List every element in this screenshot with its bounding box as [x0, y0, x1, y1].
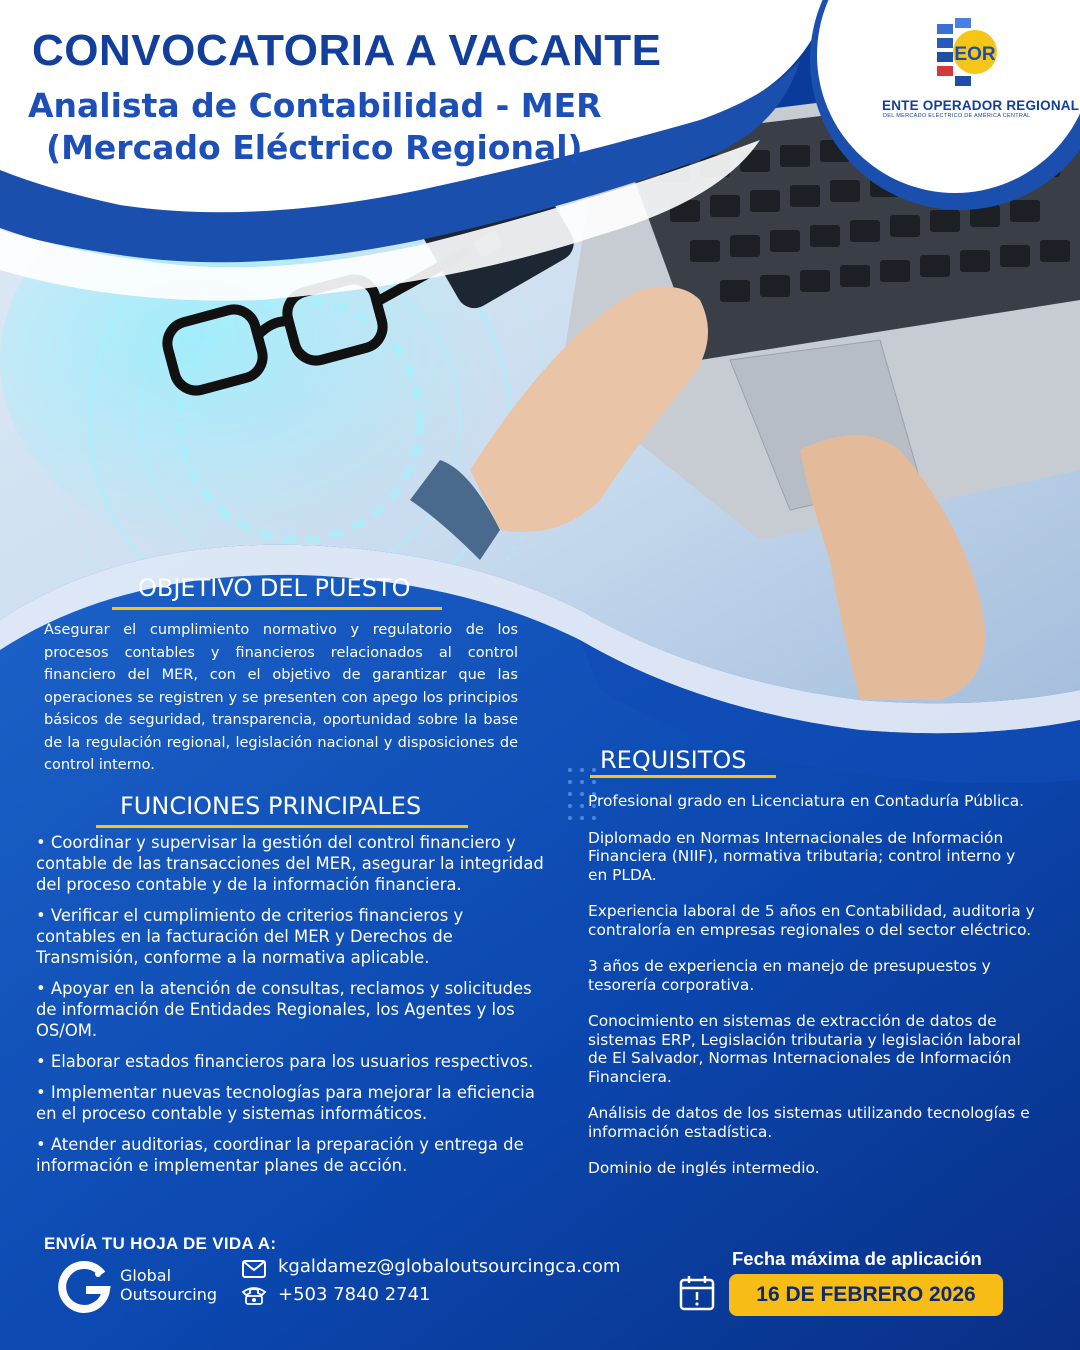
contact-phone[interactable]: +503 7840 2741 — [278, 1284, 431, 1305]
list-item: Experiencia laboral de 5 años en Contabilidad, auditoria y contraloría en empresas regionales o del sector eléctrico. — [588, 902, 1035, 939]
list-item: • Elaborar estados financieros para los usuarios respectivos. — [36, 1052, 534, 1071]
requisitos-underline — [590, 775, 776, 778]
objetivo-underline — [112, 607, 442, 610]
objetivo-text: Asegurar el cumplimiento normativo y regulatorio de los procesos contables y financieros relacionados al control financiero del MER, con el objetivo de garantizar que las operaciones se registren y se presenten con apego los principios básicos de seguridad, transparencia, oportunidad sobre la base de la regulación regional, legislación nacional y disposiciones de control interno. — [44, 622, 518, 773]
list-item: • Atender auditorias, coordinar la preparación y entrega de información e implementar planes de acción. — [36, 1135, 524, 1175]
phone-icon — [240, 1284, 268, 1306]
contact-email[interactable]: kgaldamez@globaloutsourcingca.com — [278, 1256, 621, 1277]
requisitos-heading: REQUISITOS — [600, 746, 747, 774]
logo-name: ENTE OPERADOR REGIONAL — [882, 98, 1080, 113]
list-item: Profesional grado en Licenciatura en Contaduría Pública. — [588, 792, 1025, 810]
list-item: Dominio de inglés intermedio. — [588, 1159, 820, 1177]
brand-name — [120, 1266, 217, 1304]
deadline-label: Fecha máxima de aplicación — [732, 1248, 982, 1269]
logo-tagline: DEL MERCADO ELÉCTRICO DE AMÉRICA CENTRAL — [883, 113, 1031, 119]
list-item: • Implementar nuevas tecnologías para mejorar la eficiencia en el proceso contable y sistemas informáticos. — [36, 1083, 535, 1123]
funciones-underline — [96, 825, 468, 828]
list-item: Análisis de datos de los sistemas utilizando tecnologías e información estadística. — [588, 1104, 1030, 1141]
global-outsourcing-logo-icon — [58, 1260, 112, 1314]
funciones-heading: FUNCIONES PRINCIPALES — [120, 792, 422, 820]
email-icon — [242, 1260, 266, 1278]
requisitos-list — [588, 792, 1038, 1196]
logo-mark: EOR — [954, 44, 996, 65]
job-title: Analista de Contabilidad - MER — [28, 86, 602, 125]
job-subtitle: (Mercado Eléctrico Regional) — [46, 128, 583, 167]
list-item: • Apoyar en la atención de consultas, reclamos y solicitudes de información de Entidades Regionales, los Agentes y los OS/OM. — [36, 979, 532, 1040]
brand-line-1: Global — [120, 1266, 172, 1285]
brand-line-2: Outsourcing — [120, 1285, 218, 1304]
list-item: • Verificar el cumplimiento de criterios financieros y contables en la facturación del MER y Derechos de Transmisión, conforme a la normativa aplicable. — [36, 906, 464, 967]
list-item: Conocimiento en sistemas de extracción de datos de sistemas ERP, Legislación tributaria y legislación laboral de El Salvador, Normas Internacionales de Información Financiera. — [588, 1012, 1021, 1086]
eor-logo — [935, 18, 1005, 98]
list-item: 3 años de experiencia en manejo de presupuestos y tesorería corporativa. — [588, 957, 991, 994]
send-cv-label: ENVÍA TU HOJA DE VIDA A: — [44, 1234, 277, 1253]
list-item: • Coordinar y supervisar la gestión del control financiero y contable de las transacciones del MER, asegurar la integridad del proceso contable y de la información financiera. — [36, 833, 544, 894]
deadline-date-badge: 16 DE FEBRERO 2026 — [729, 1274, 1003, 1316]
calendar-icon — [678, 1274, 716, 1312]
objetivo-heading: OBJETIVO DEL PUESTO — [138, 574, 411, 602]
funciones-list — [36, 832, 546, 1186]
list-item: Diplomado en Normas Internacionales de Información Financiera (NIIF), normativa tributaria; control interno y en PLDA. — [588, 828, 1016, 884]
page-title: CONVOCATORIA A VACANTE — [32, 26, 662, 75]
